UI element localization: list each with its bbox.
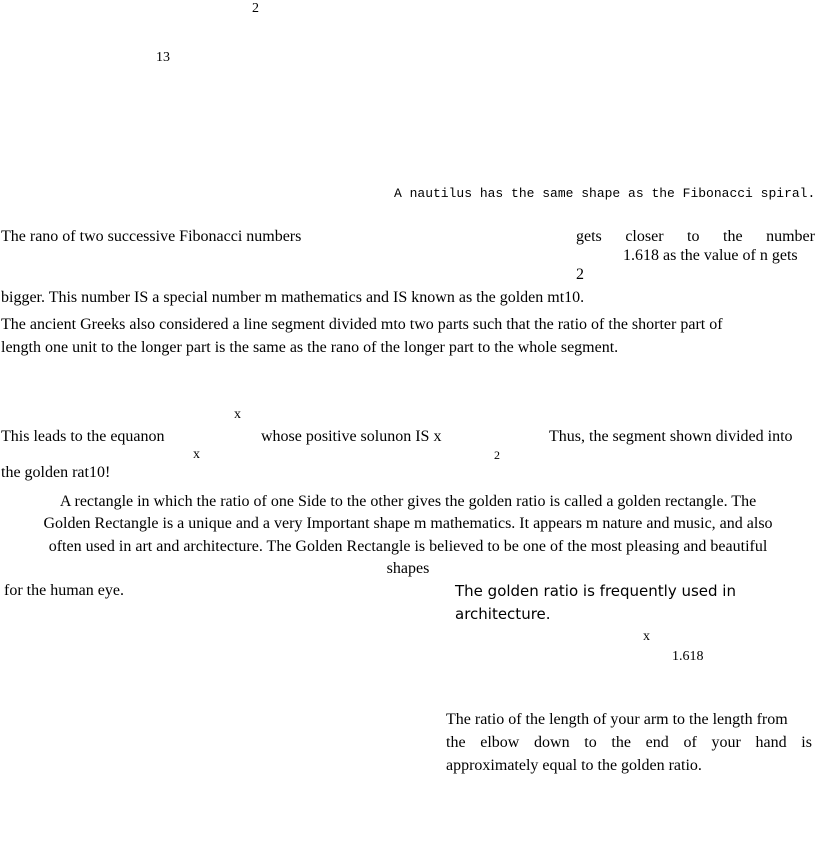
ratio-word: closer [625, 228, 664, 245]
arm-word: the [446, 734, 466, 751]
fib-number-13: 13 [156, 50, 170, 65]
arm-word: elbow [480, 734, 520, 751]
nautilus-caption: A nautilus has the same shape as the Fibonacci spiral. [394, 186, 816, 201]
equation-x-bottom: x [193, 447, 200, 462]
greeks-line2: length one unit to the longer part is the same as the rano of the longer part to the whole segment. [1, 339, 619, 356]
architecture-caption-line1: The golden ratio is frequently used in [455, 582, 736, 600]
ratio-word: to [687, 228, 700, 245]
arm-word: end [645, 734, 669, 751]
rectangle-line1: A rectangle in which the ratio of one Side to the other gives the golden ratio is called a golden rectangle. The [59, 493, 757, 510]
arm-line1: The ratio of the length of your arm to the length from [446, 711, 788, 728]
ratio-word: number [766, 228, 815, 245]
rectangle-line3: often used in art and architecture. The Golden Rectangle is believed to be one of the most pleasing and beautiful [48, 538, 768, 555]
equation-line2: the golden rat10! [1, 464, 111, 481]
architecture-caption-line2: architecture. [455, 605, 551, 623]
arm-line2 [446, 732, 812, 754]
rectangle-line2: Golden Rectangle is a unique and a very Important shape m mathematics. It appears m nature and music, and also [43, 515, 773, 532]
greeks-line1: The ancient Greeks also considered a line segment divided mto two parts such that the ratio of the shorter part of [1, 316, 723, 333]
ratio-word: the [723, 228, 743, 245]
equation-left-text: This leads to the equanon [1, 428, 165, 445]
rectangle-line5: for the human eye. [4, 582, 124, 599]
arm-word: hand [755, 734, 787, 751]
arm-word: is [801, 734, 812, 751]
arm-line3: approximately equal to the golden ratio. [446, 757, 702, 774]
equation-middle-text: whose positive solunon IS x [261, 428, 442, 445]
arm-word: down [534, 734, 570, 751]
figure-label-x: x [643, 629, 650, 644]
equation-two-bottom: 2 [494, 448, 500, 462]
ratio-line1-left: The rano of two successive Fibonacci numbers [1, 228, 302, 245]
equation-x-top: x [234, 407, 241, 422]
figure-label-value: 1.618 [672, 649, 704, 664]
rectangle-line4: shapes [386, 560, 430, 577]
arm-word: to [584, 734, 597, 751]
equation-right-text: Thus, the segment shown divided into [549, 428, 793, 445]
arm-word: the [611, 734, 631, 751]
fib-number-2: 2 [252, 1, 259, 16]
ratio-word: gets [576, 228, 602, 245]
arm-word: of [683, 734, 697, 751]
arm-word: your [711, 734, 741, 751]
ratio-line2-right: 1.618 as the value of n gets [623, 247, 798, 264]
ratio-line3: bigger. This number IS a special number m mathematics and IS known as the golden mt10. [1, 289, 585, 306]
fraction-denominator: 2 [576, 266, 584, 283]
